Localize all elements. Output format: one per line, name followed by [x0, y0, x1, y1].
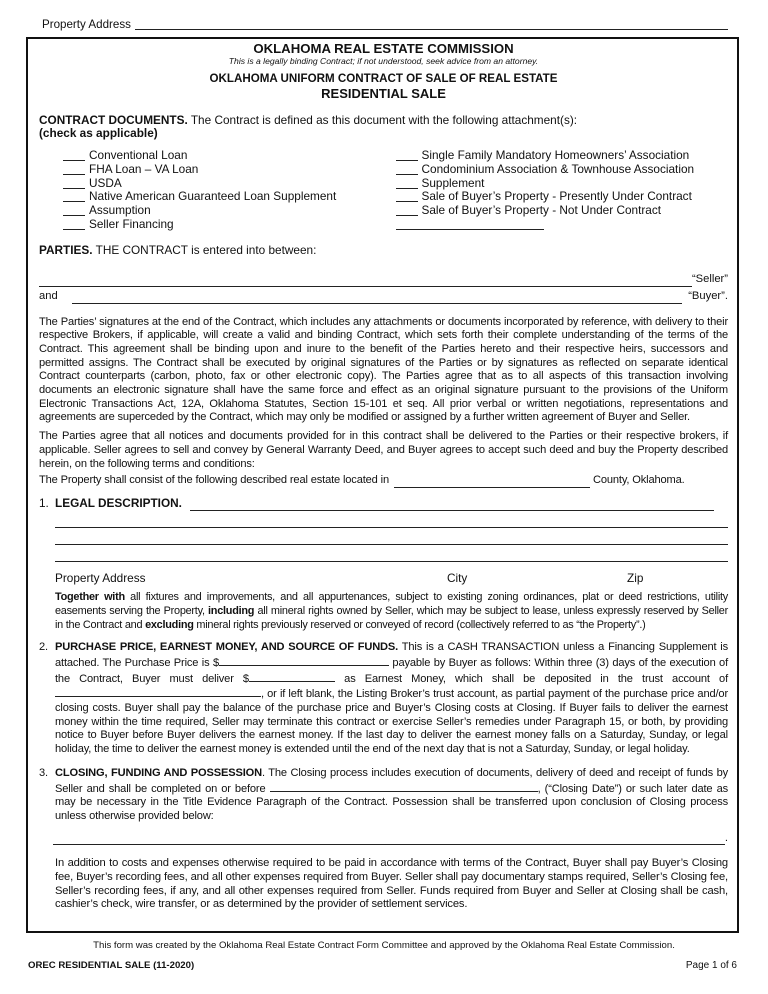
check-blank[interactable]: [63, 190, 85, 202]
closing-costs-paragraph: In addition to costs and expenses otherwise required to be paid in accordance with terms of the Contract, Buyer shall pay Buyer’s Closing fee, Buyer’s recording fees, and all other expenses required from Buyer. Seller shall pay documentary stamps required, Seller’s Closing fee, Seller’s recording fees, if any, and all other expenses required from Seller. Funds required from Buyer and Seller at Closing shall be cash, cashier’s check, wire transfer, or as determined by the provider of settlement services.: [55, 857, 728, 911]
seller-name-field[interactable]: [39, 275, 692, 287]
together-text: all fixtures and improvements, and all appurtenances, subject to existing zoning ordinances, plat or deed restrictions, utility easements serving the Property,: [55, 591, 728, 617]
county-text-before: The Property shall consist of the following described real estate located in: [39, 474, 389, 487]
page-number: Page 1 of 6: [685, 960, 737, 971]
property-address-header: [42, 18, 728, 32]
section-3-closing: [39, 767, 728, 824]
check-blank[interactable]: [63, 177, 85, 189]
contract-documents-text: The Contract is defined as this document with the following attachment(s):: [190, 112, 578, 127]
parties-heading: PARTIES.: [39, 242, 93, 257]
together-text: mineral rights previously reserved or conveyed of record (collectively referred to as “the Property”.): [193, 618, 646, 631]
attachment-item[interactable]: [63, 163, 396, 177]
section-1-heading-row: [39, 497, 728, 511]
attachment-label: Seller Financing: [89, 216, 174, 231]
attachment-label: FHA Loan – VA Loan: [89, 161, 199, 176]
attachment-label: Native American Guaranteed Loan Supplement: [89, 189, 337, 204]
section-text: . The Closing process includes execution of documents, delivery of deed and receipt of funds by Seller and shall be completed on or before: [55, 766, 728, 795]
section-1-legal-description: [39, 497, 728, 632]
seller-line: [39, 273, 728, 287]
seller-label: “Seller”: [691, 273, 728, 286]
attachment-item[interactable]: [396, 204, 729, 218]
contract-title: OKLAHOMA UNIFORM CONTRACT OF SALE OF REAL ESTATE: [209, 71, 558, 85]
contract-subtitle: RESIDENTIAL SALE: [321, 86, 446, 102]
attachment-label: USDA: [89, 175, 122, 190]
commission-title: OKLAHOMA REAL ESTATE COMMISSION: [253, 41, 514, 56]
footer-note: This form was created by the Oklahoma Real Estate Contract Form Committee and approved by the Oklahoma Real Estate Commission.: [93, 940, 675, 951]
contract-frame: [26, 37, 739, 933]
section-heading: LEGAL DESCRIPTION.: [55, 495, 182, 510]
attachment-label: Sale of Buyer’s Property - Presently Under Contract: [421, 189, 692, 204]
purchase-price-field[interactable]: [219, 655, 389, 666]
check-blank[interactable]: [63, 218, 85, 230]
binding-note: This is a legally binding Contract; if not understood, seek advice from an attorney.: [228, 55, 539, 66]
attachment-item[interactable]: [396, 163, 729, 177]
city-caption: City: [447, 570, 468, 585]
attachment-column-left: [39, 149, 396, 232]
check-blank[interactable]: [63, 163, 85, 175]
together-bold: Together with: [55, 591, 125, 604]
legal-description-field[interactable]: [190, 499, 714, 511]
attachment-label: Sale of Buyer’s Property - Not Under Contract: [421, 203, 662, 218]
zip-caption: Zip: [627, 570, 644, 585]
check-blank[interactable]: [396, 163, 418, 175]
buyer-line: [39, 290, 728, 304]
address-labels-row: [55, 572, 728, 586]
and-label: and: [39, 289, 58, 302]
check-blank[interactable]: [396, 218, 544, 230]
possession-field[interactable]: [53, 833, 725, 845]
excluding-bold: excluding: [145, 618, 194, 631]
county-field[interactable]: [394, 476, 590, 488]
section-text: This is a CASH TRANSACTION unless a Financing Supplement is attached. The Purchase Price is $: [55, 641, 728, 669]
attachment-label: Supplement: [421, 175, 485, 190]
attachment-label: Conventional Loan: [89, 147, 188, 162]
attachment-item[interactable]: [63, 177, 396, 191]
attachment-label: Condominium Association & Townhouse Association: [421, 161, 695, 176]
together-text: all mineral rights owned by Seller, which may be subject to lease, unless expressly reserved by Seller in the Contract and: [55, 604, 728, 631]
attachment-item[interactable]: [63, 218, 396, 232]
section-text: payable by Buyer as follows: Within three (3) days of the execution of the Contract, Buyer must deliver $: [55, 656, 728, 685]
attachment-item[interactable]: [396, 177, 729, 191]
section-text: as Earnest Money, which shall be deposited in the trust account of: [334, 672, 729, 685]
check-blank[interactable]: [396, 149, 418, 161]
section-number: 3.: [39, 766, 48, 779]
buyer-name-field[interactable]: [72, 292, 683, 304]
attachment-checklist: [39, 149, 728, 232]
check-note: (check as applicable): [39, 126, 158, 141]
section-text: , or if left blank, the Listing Broker’s trust account, as partial payment of the purchase price and/or closing costs. Buyer shall pay the balance of the purchase price and Buyer’s Closing costs at Closing. If Buyer fails to deliver the earnest money within the time required, Seller may terminate this contract or exercise Seller’s remedies under Paragraph 15, or both, by providing notice to Buyer before Buyer delivers the earnest money. If the last day to deliver the earnest money falls on a Saturday, Sunday, or legal holiday, the time to deliver the earnest money is extended until the end of the next day that is not a Saturday, Sunday, or legal holiday.: [55, 688, 728, 756]
attachment-item[interactable]: [63, 190, 396, 204]
attachment-label: Single Family Mandatory Homeowners’ Association: [421, 147, 690, 162]
check-blank[interactable]: [63, 149, 85, 161]
property-address-field[interactable]: [135, 18, 728, 30]
section-heading: CLOSING, FUNDING AND POSSESSION: [55, 766, 262, 779]
county-text-after: County, Oklahoma.: [592, 474, 685, 487]
legal-description-line[interactable]: [55, 549, 728, 562]
section-2-purchase-price: [39, 641, 728, 757]
legal-description-line[interactable]: [55, 515, 728, 528]
section-number: 1.: [39, 495, 49, 510]
possession-line: .: [53, 832, 728, 846]
notices-paragraph: The Parties agree that all notices and documents provided for in this contract shall be delivered to the Parties or their respective brokers, if applicable. Seller agrees to sell and convey by General Warranty Deed, and Buyer agrees to accept such deed and buy the Property described herein, on the following terms and conditions:: [39, 430, 728, 470]
property-address-caption: Property Address: [55, 570, 146, 585]
buyer-label: “Buyer”.: [688, 289, 728, 302]
trust-account-field[interactable]: [55, 686, 261, 697]
check-blank[interactable]: [396, 204, 418, 216]
legal-description-line[interactable]: [55, 532, 728, 545]
attachment-item[interactable]: [63, 149, 396, 163]
parties: [39, 244, 728, 258]
check-blank[interactable]: [63, 204, 85, 216]
together-with-paragraph: [55, 591, 728, 632]
attachment-column-right: [396, 149, 729, 232]
contract-documents: [39, 114, 728, 141]
section-text: , (“Closing Date”) or such later date as may be necessary in the Title Evidence Paragraph of the Contract. Possession shall be transferred upon conclusion of Closing process unless otherwise provided below:: [55, 782, 728, 822]
section-heading: PURCHASE PRICE, EARNEST MONEY, AND SOURCE OF FUNDS.: [55, 641, 399, 654]
attachment-item[interactable]: [63, 204, 396, 218]
attachment-label: Assumption: [89, 203, 151, 218]
earnest-money-field[interactable]: [249, 671, 335, 682]
signatures-paragraph: The Parties’ signatures at the end of the Contract, which includes any attachments or documents incorporated by reference, with delivery to their respective Brokers, if applicable, will create a valid and binding Contract, which sets forth their complete understanding of the terms of the Contract. This agreement shall be binding upon and inure to the benefit of the Parties hereto and their respective heirs, successors and permitted assigns. The Contract shall be executed by original signatures of the Parties or by signatures as reflected on separate identical Contract counterparts (carbon, photo, fax or other electronic copy). The Parties agree that as to all aspects of this transaction involving documents an electronic signature shall have the same force and effect as an original signature pursuant to the provisions of the Uniform Electronic Transactions Act, 12A, Oklahoma Statutes, Section 15-101 et seq. All prior verbal or written negotiations, representations and agreements are superceded by the Contract, which may only be modified or assigned by a further written agreement of Buyer and Seller.: [39, 315, 728, 424]
contract-documents-heading: CONTRACT DOCUMENTS.: [39, 112, 188, 127]
check-blank[interactable]: [396, 190, 418, 202]
property-address-label: Property Address: [42, 18, 131, 31]
section-number: 2.: [39, 641, 48, 654]
attachment-item[interactable]: [396, 190, 729, 204]
form-id: OREC RESIDENTIAL SALE (11-2020): [28, 960, 195, 971]
other-attachment-blank[interactable]: [396, 218, 729, 230]
closing-date-field[interactable]: [270, 781, 538, 792]
parties-text: THE CONTRACT is entered into between:: [95, 242, 317, 257]
attachment-item[interactable]: [396, 149, 729, 163]
county-line: [39, 474, 728, 488]
check-blank[interactable]: [396, 177, 418, 189]
including-bold: including: [208, 604, 255, 617]
